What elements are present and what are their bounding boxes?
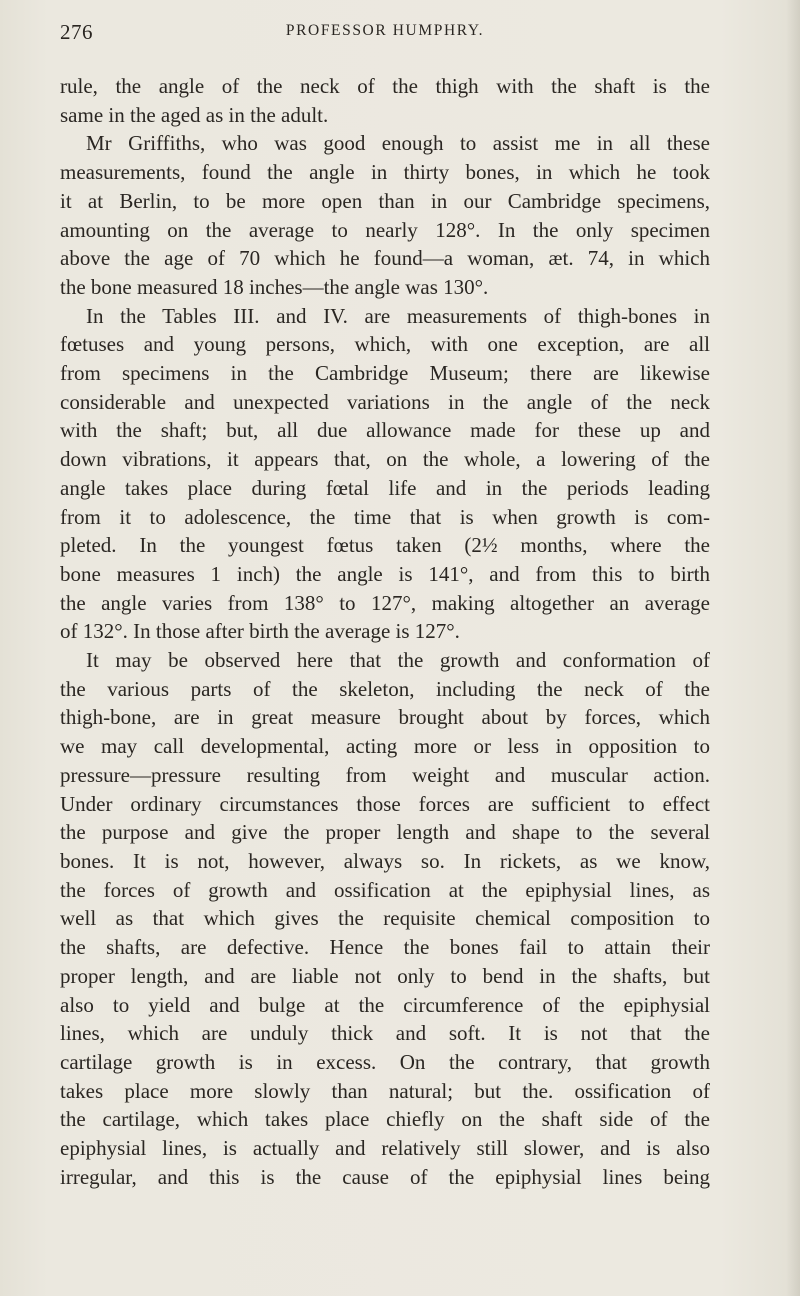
text-line: Mr Griffiths, who was good enough to assist me in all these [86,131,710,156]
text-line: In the Tables III. and IV. are measurements of thigh-bones in [86,303,710,328]
text-line: Under ordinary circumstances those forces are sufficient to effect [60,791,710,816]
text-line: with the shaft; but, all due allowance made for these up and [60,418,710,443]
text-line: It may be observed here that the growth and conformation of [86,648,710,673]
text-line: the bone measured 18 inches—the angle was 130°. [60,274,489,299]
text-line: bone measures 1 inch) the angle is 141°, and from this to birth [60,561,710,586]
text-line: we may call developmental, acting more or less in opposition to [60,734,710,759]
text-line: from specimens in the Cambridge Museum; there are likewise [60,361,710,386]
text-line: the cartilage, which takes place chiefly on the shaft side of the [60,1107,710,1132]
page-number: 276 [60,20,93,44]
text-line: takes place more slowly than natural; but the. ossification of [60,1078,710,1103]
text-line: epiphysial lines, is actually and relatively still slower, and is also [60,1136,710,1161]
text-line: thigh-bone, are in great measure brought about by forces, which [60,705,710,730]
text-line: amounting on the average to nearly 128°. In the only specimen [60,217,710,242]
text-line: the various parts of the skeleton, including the neck of the [60,676,710,701]
text-line: bones. It is not, however, always so. In rickets, as we know, [60,848,710,873]
page-edge-shadow [786,0,800,1296]
text-line: the angle varies from 138° to 127°, making altogether an average [60,590,710,615]
text-line: it at Berlin, to be more open than in our Cambridge specimens, [60,188,710,213]
text-line: the shafts, are defective. Hence the bones fail to attain their [60,935,710,960]
text-line: of 132°. In those after birth the average is 127°. [60,619,460,644]
text-line: measurements, found the angle in thirty bones, in which he took [60,160,710,185]
text-line: same in the aged as in the adult. [60,102,329,127]
text-line: above the age of 70 which he found—a woman, æt. 74, in which [60,246,710,271]
text-line: pressure—pressure resulting from weight and muscular action. [60,762,710,787]
body-text [60,72,710,1191]
running-head: PROFESSOR HUMPHRY. [285,22,485,39]
text-line: also to yield and bulge at the circumference of the epiphysial [60,992,710,1017]
page-header [60,20,710,50]
text-line: angle takes place during fœtal life and in the periods leading [60,475,710,500]
text-line: proper length, and are liable not only to bend in the shafts, but [60,963,710,988]
text-line: fœtuses and young persons, which, with one exception, are all [60,332,710,357]
text-line: rule, the angle of the neck of the thigh with the shaft is the [60,74,710,98]
text-line: considerable and unexpected variations in the angle of the neck [60,389,710,414]
text-line: lines, which are unduly thick and soft. It is not that the [60,1021,710,1046]
text-line: pleted. In the youngest fœtus taken (2½ months, where the [60,533,710,558]
text-line: irregular, and this is the cause of the epiphysial lines being [60,1164,710,1189]
text-line: well as that which gives the requisite chemical composition to [60,906,710,931]
text-line: down vibrations, it appears that, on the whole, a lowering of the [60,447,710,472]
text-line: the forces of growth and ossification at the epiphysial lines, as [60,877,710,902]
text-line: cartilage growth is in excess. On the contrary, that growth [60,1049,710,1074]
text-line: the purpose and give the proper length and shape to the several [60,820,710,845]
text-line: from it to adolescence, the time that is when growth is com- [60,504,710,529]
